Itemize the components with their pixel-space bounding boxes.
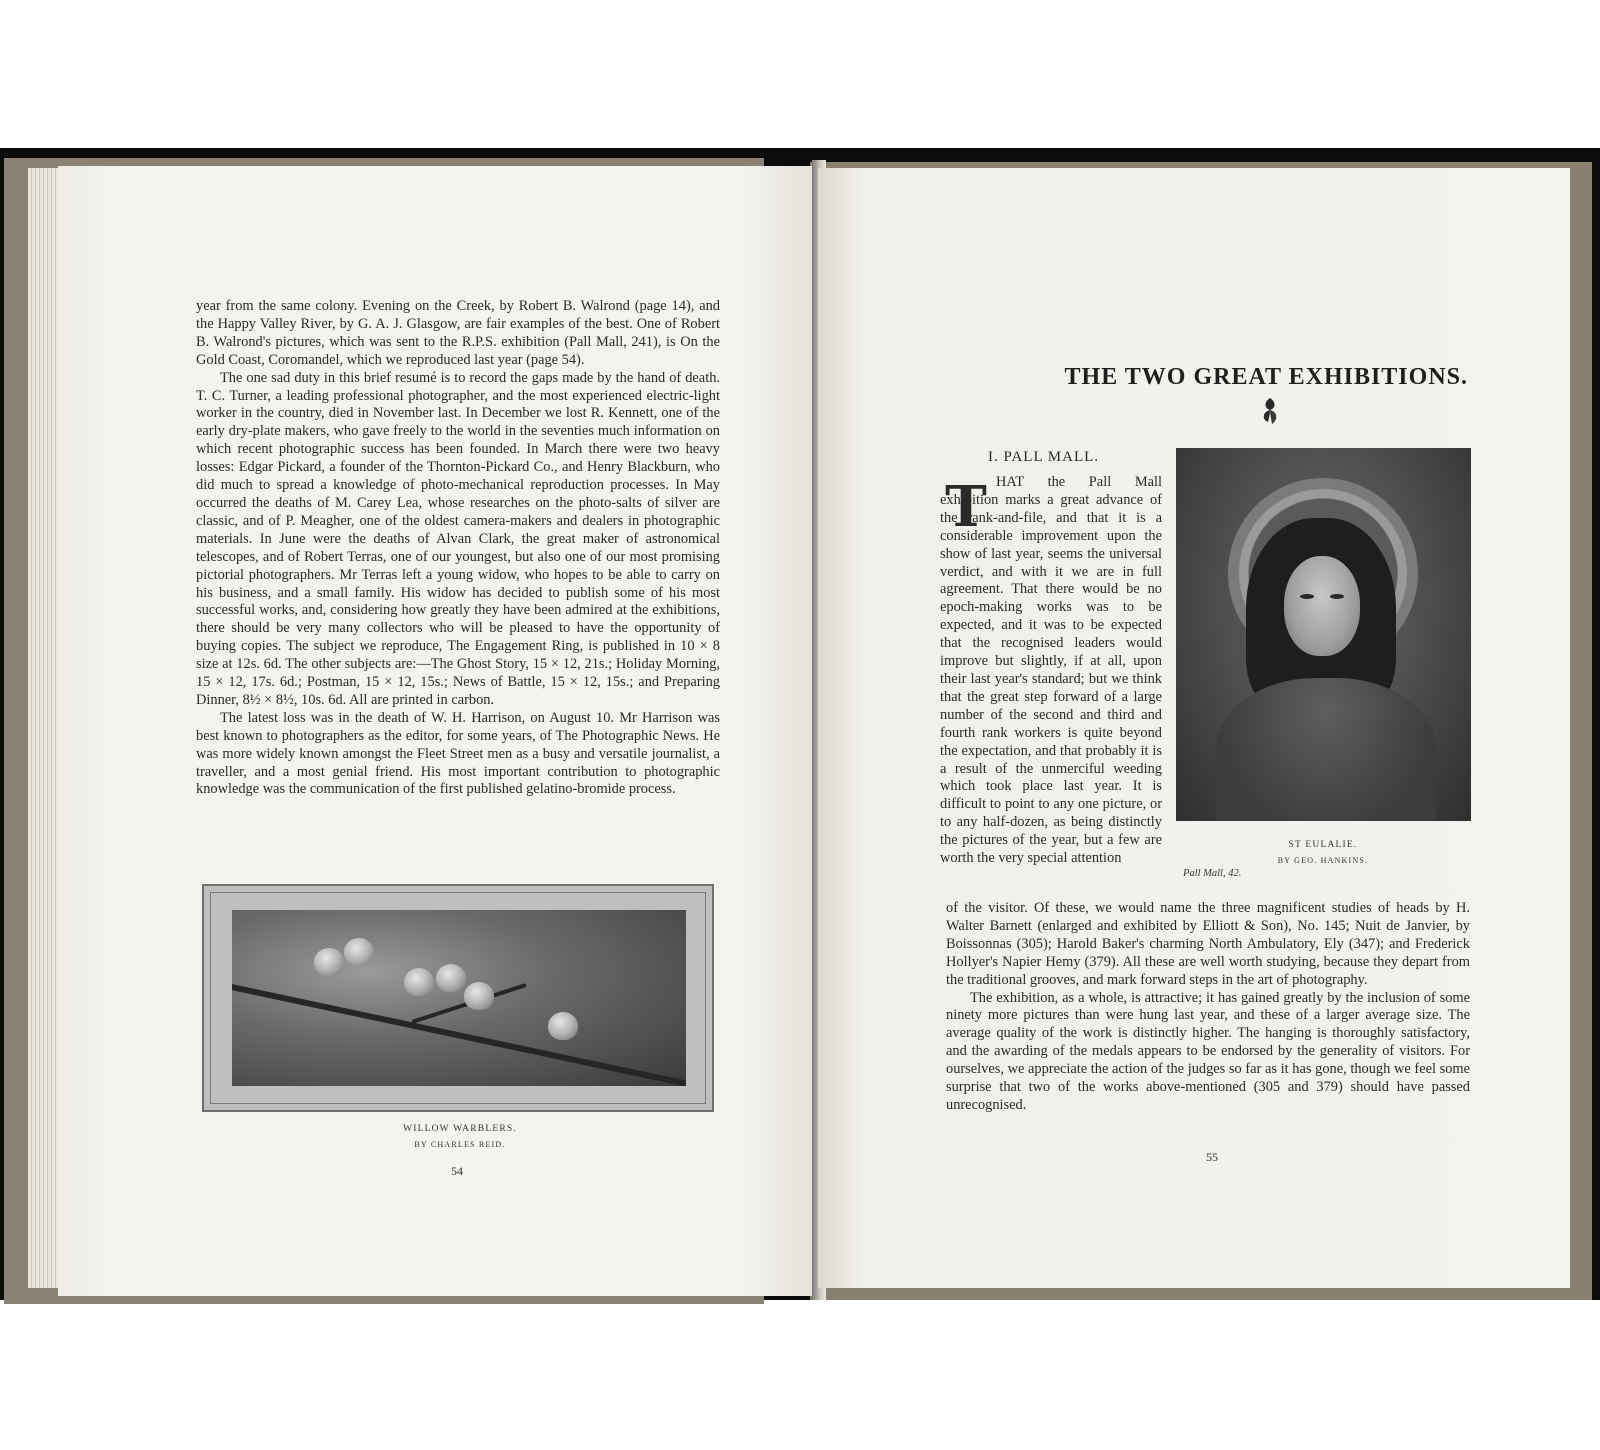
section-heading: I. PALL MALL. xyxy=(988,449,1100,465)
right-full-width-text xyxy=(946,900,1470,1115)
left-paragraph-3: The latest loss was in the death of W. H. Harrison, on August 10. Mr Harrison was best known to photographers as the editor, for some years, of The Photographic News. He was more widely known amongst the Fleet Street men as a busy and versatile journalist, a traveller, and a most genial friend. His most important contribution to photographic knowledge was the communication of the first published gelatino-bromide process. xyxy=(196,709,720,798)
right-column-body: the Pall Mall exhibition marks a great advance of the rank-and-file, and that it is a considerable improvement upon the show of last year, seems the universal verdict, and with it we are in full agreement. That there would be no epoch-making works was to be expected, and it was to be expected that the recognised leaders would improve but slightly, if at all, upon their last year's standard; but we think that the great step forward of a large number of the second and third and fourth rank workers is quite beyond the expectation, and that probably it is a result of the unmerciful weeding which took place last year. It is difficult to point to any one picture, or to any half-dozen, as being distinctly the pictures of the year, but a few are worth the very special attention xyxy=(940,474,1162,867)
left-body-text xyxy=(196,298,720,799)
plate-caption-credit: BY CHARLES REID. xyxy=(414,1140,506,1149)
st-eulalie-portrait xyxy=(1176,448,1471,821)
portrait-caption-title: ST EULALIE. xyxy=(1288,840,1358,850)
fleuron-ornament-icon xyxy=(1258,396,1282,426)
willow-warblers-photo xyxy=(232,910,686,1086)
left-paragraph-1: year from the same colony. Evening on the Creek, by Robert B. Walrond (page 14), and the Happy Valley River, by G. A. J. Glasgow, are fair examples of the best. One of Robert B. Walrond's pictures, which was sent to the R.P.S. exhibition (Pall Mall, 241), is On the Gold Coast, Coromandel, which we reproduced last year (page 54). xyxy=(196,298,720,368)
left-page-number: 54 xyxy=(451,1164,463,1178)
opening-smallcaps: HAT xyxy=(996,474,1024,490)
portrait-caption-credit: BY GEO. HANKINS. xyxy=(1277,856,1369,865)
left-paragraph-2: The one sad duty in this brief resumé is to record the gaps made by the hand of death. T. C. Turner, a leading professional photographer, and the most experienced electric-light worker in the country, died in November last. In December we lost R. Kennett, one of the early dry-plate makers, who gave freely to the world in the seventies much information on which recent photographic success has been founded. In March there were two heavy losses: Edgar Pickard, a founder of the Thornton-Pickard Co., and Henry Blackburn, who did much to spread a knowledge of photo-mechanical reproduction processes. In May occurred the deaths of M. Carey Lea, whose researches on the photo-salts of silver are classic, and of P. Meagher, one of the oldest camera-makers and dealers in photographic materials. In June were the deaths of Alvan Clark, the great maker of astronomical telescopes, and of Robert Terras, one of our youngest, but also one of our most promising pictorial photographers. Mr Terras left a young widow, who hopes to be able to carry on his business, and a small family. His widow has decided to publish some of his most successful works, and, considering how greatly they have been admired at the exhibitions, there should be very many collectors who will be pleased to have the opportunity of buying copies. The subject we reproduce, The Engagement Ring, is published in 10 × 8 size at 12s. 6d. The other subjects are:—The Ghost Story, 15 × 12, 21s.; Holiday Morning, 15 × 12, 17s. 6d.; Postman, 15 × 12, 15s.; News of Battle, 15 × 12, 15s.; and Preparing Dinner, 8½ × 8½, 10s. 6d. All are printed in carbon. xyxy=(196,369,720,708)
right-paragraph-1: of the visitor. Of these, we would name the three magnificent studies of heads by H. Walter Barnett (enlarged and exhibited by Elliott & Son), No. 145; Nuit de Janvier, by Boissonnas (305); Harold Baker's charming North Ambulatory, Ely (347); and Frederick Hollyer's Napier Hemy (379). All these are well worth studying, because they depart from the traditional grooves, and mark forward steps in the art of photography. xyxy=(946,900,1470,988)
right-paragraph-2: The exhibition, as a whole, is attractive; it has gained greatly by the inclusion of some ninety more pictures than were hung last year, and these of a larger average size. The average quality of the work is distinctly higher. The hanging is thoroughly satisfactory, and the awarding of the medals appears to be endorsed by the generality of visitors. For ourselves, we appreciate the action of the judges so far as it has gone, though we feel some surprise that two of the works above-mentioned (305 and 379) should have passed unrecognised. xyxy=(946,989,1470,1113)
portrait-note: Pall Mall, 42. xyxy=(1183,868,1242,879)
right-page-number: 55 xyxy=(1206,1150,1218,1164)
drop-cap-letter: T xyxy=(945,474,987,536)
right-column-text xyxy=(940,474,1162,868)
page-title: THE TWO GREAT EXHIBITIONS. xyxy=(1064,364,1468,390)
plate-caption-title: WILLOW WARBLERS. xyxy=(403,1124,517,1134)
scan-background xyxy=(0,0,1600,148)
